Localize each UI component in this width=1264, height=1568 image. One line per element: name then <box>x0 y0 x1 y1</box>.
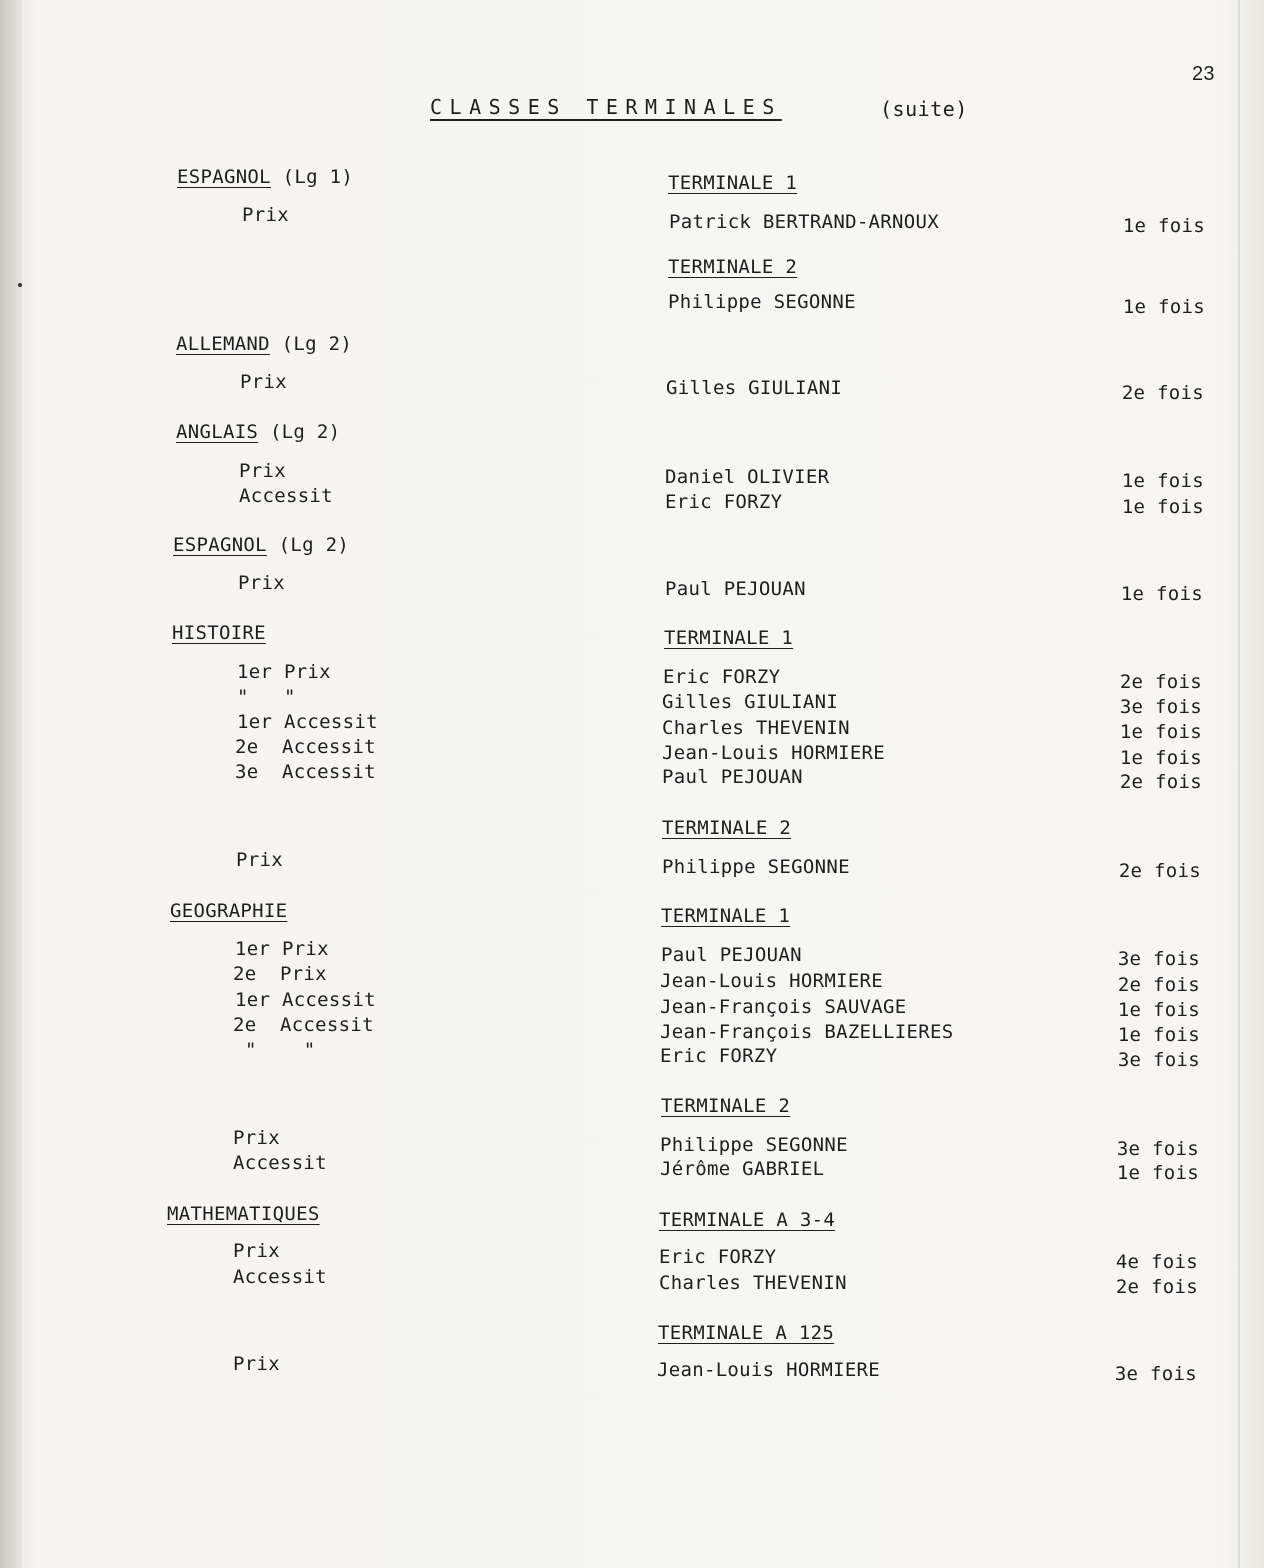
student-name: Jérôme GABRIEL <box>660 1158 825 1180</box>
award-label: 1er Accessit <box>235 989 376 1011</box>
subject-name: ANGLAIS <box>176 421 259 443</box>
margin-dot <box>18 283 22 287</box>
subject-name: GEOGRAPHIE <box>170 900 288 922</box>
award-label: Accessit <box>233 1266 327 1288</box>
student-name: Philippe SEGONNE <box>662 856 850 878</box>
award-label: Prix <box>242 204 289 226</box>
award-count: 2e fois <box>1121 382 1204 404</box>
award-label: Prix <box>238 572 285 594</box>
award-count: 1e fois <box>1116 1162 1199 1184</box>
award-label: 2e Accessit <box>233 1014 374 1036</box>
award-count: 3e fois <box>1116 1138 1199 1160</box>
class-heading: TERMINALE 2 <box>662 817 792 839</box>
award-label: Prix <box>233 1240 280 1262</box>
student-name: Jean-Louis HORMIERE <box>657 1359 881 1381</box>
student-name: Charles THEVENIN <box>659 1272 847 1294</box>
page-edge <box>1238 0 1240 1568</box>
student-name: Paul PEJOUAN <box>662 766 803 788</box>
subject-language: (Lg 2) <box>281 333 353 355</box>
award-label: 1er Prix <box>235 938 329 960</box>
subject-heading <box>173 534 349 556</box>
award-count: 1e fois <box>1117 1024 1200 1046</box>
award-label: " " <box>237 686 296 708</box>
page-title-suffix: (suite) <box>880 97 968 121</box>
award-count: 3e fois <box>1119 696 1202 718</box>
subject-heading <box>176 333 352 355</box>
student-name: Charles THEVENIN <box>662 717 850 739</box>
award-label: Prix <box>239 460 286 482</box>
award-count: 3e fois <box>1114 1363 1197 1385</box>
subject-name: HISTOIRE <box>172 622 266 644</box>
class-heading: TERMINALE 2 <box>668 256 798 278</box>
award-label: 2e Accessit <box>235 736 376 758</box>
student-name: Jean-François BAZELLIERES <box>660 1021 954 1043</box>
student-name: Jean-Louis HORMIERE <box>662 742 886 764</box>
student-name: Eric FORZY <box>663 666 781 688</box>
award-count: 3e fois <box>1117 948 1200 970</box>
award-label: Prix <box>233 1127 280 1149</box>
award-label: Prix <box>233 1353 280 1375</box>
award-count: 2e fois <box>1115 1276 1198 1298</box>
award-count: 1e fois <box>1119 747 1202 769</box>
award-count: 1e fois <box>1122 215 1205 237</box>
student-name: Paul PEJOUAN <box>665 578 806 600</box>
student-name: Gilles GIULIANI <box>662 691 839 713</box>
award-count: 1e fois <box>1119 721 1202 743</box>
award-label: 2e Prix <box>233 963 327 985</box>
student-name: Philippe SEGONNE <box>660 1134 848 1156</box>
award-label: " " <box>245 1039 316 1061</box>
class-heading: TERMINALE A 125 <box>658 1322 835 1344</box>
subject-name: ESPAGNOL <box>177 166 271 188</box>
student-name: Jean-François SAUVAGE <box>660 996 907 1018</box>
award-count: 2e fois <box>1119 671 1202 693</box>
student-name: Eric FORZY <box>665 491 783 513</box>
subject-language: (Lg 2) <box>278 534 350 556</box>
subject-name: MATHEMATIQUES <box>167 1203 320 1225</box>
award-label: Prix <box>236 849 283 871</box>
award-count: 2e fois <box>1118 860 1201 882</box>
award-count: 1e fois <box>1121 496 1204 518</box>
student-name: Eric FORZY <box>659 1246 777 1268</box>
award-label: 1er Prix <box>237 661 331 683</box>
class-heading: TERMINALE A 3-4 <box>659 1209 836 1231</box>
student-name: Philippe SEGONNE <box>668 291 856 313</box>
student-name: Patrick BERTRAND-ARNOUX <box>669 211 939 233</box>
award-label: Accessit <box>233 1152 327 1174</box>
student-name: Gilles GIULIANI <box>666 377 843 399</box>
subject-heading <box>177 166 353 188</box>
class-heading: TERMINALE 2 <box>661 1095 791 1117</box>
student-name: Eric FORZY <box>660 1045 778 1067</box>
student-name: Jean-Louis HORMIERE <box>660 970 884 992</box>
award-count: 2e fois <box>1117 974 1200 996</box>
class-heading: TERMINALE 1 <box>668 172 798 194</box>
award-count: 3e fois <box>1117 1049 1200 1071</box>
subject-language: (Lg 1) <box>282 166 354 188</box>
award-label: Accessit <box>239 485 333 507</box>
page-title: CLASSES TERMINALES <box>430 95 782 119</box>
award-label: 3e Accessit <box>235 761 376 783</box>
student-name: Daniel OLIVIER <box>665 466 830 488</box>
award-count: 1e fois <box>1121 470 1204 492</box>
subject-heading <box>176 421 340 443</box>
award-label: Prix <box>240 371 287 393</box>
award-count: 1e fois <box>1120 583 1203 605</box>
subject-name: ALLEMAND <box>176 333 270 355</box>
student-name: Paul PEJOUAN <box>661 944 802 966</box>
award-label: 1er Accessit <box>237 711 378 733</box>
award-count: 2e fois <box>1119 771 1202 793</box>
class-heading: TERMINALE 1 <box>661 905 791 927</box>
subject-language: (Lg 2) <box>269 421 341 443</box>
class-heading: TERMINALE 1 <box>664 627 794 649</box>
subject-name: ESPAGNOL <box>173 534 267 556</box>
binding-edge <box>0 0 22 1568</box>
page-number: 23 <box>1192 63 1215 85</box>
award-count: 4e fois <box>1115 1251 1198 1273</box>
award-count: 1e fois <box>1117 999 1200 1021</box>
award-count: 1e fois <box>1122 296 1205 318</box>
